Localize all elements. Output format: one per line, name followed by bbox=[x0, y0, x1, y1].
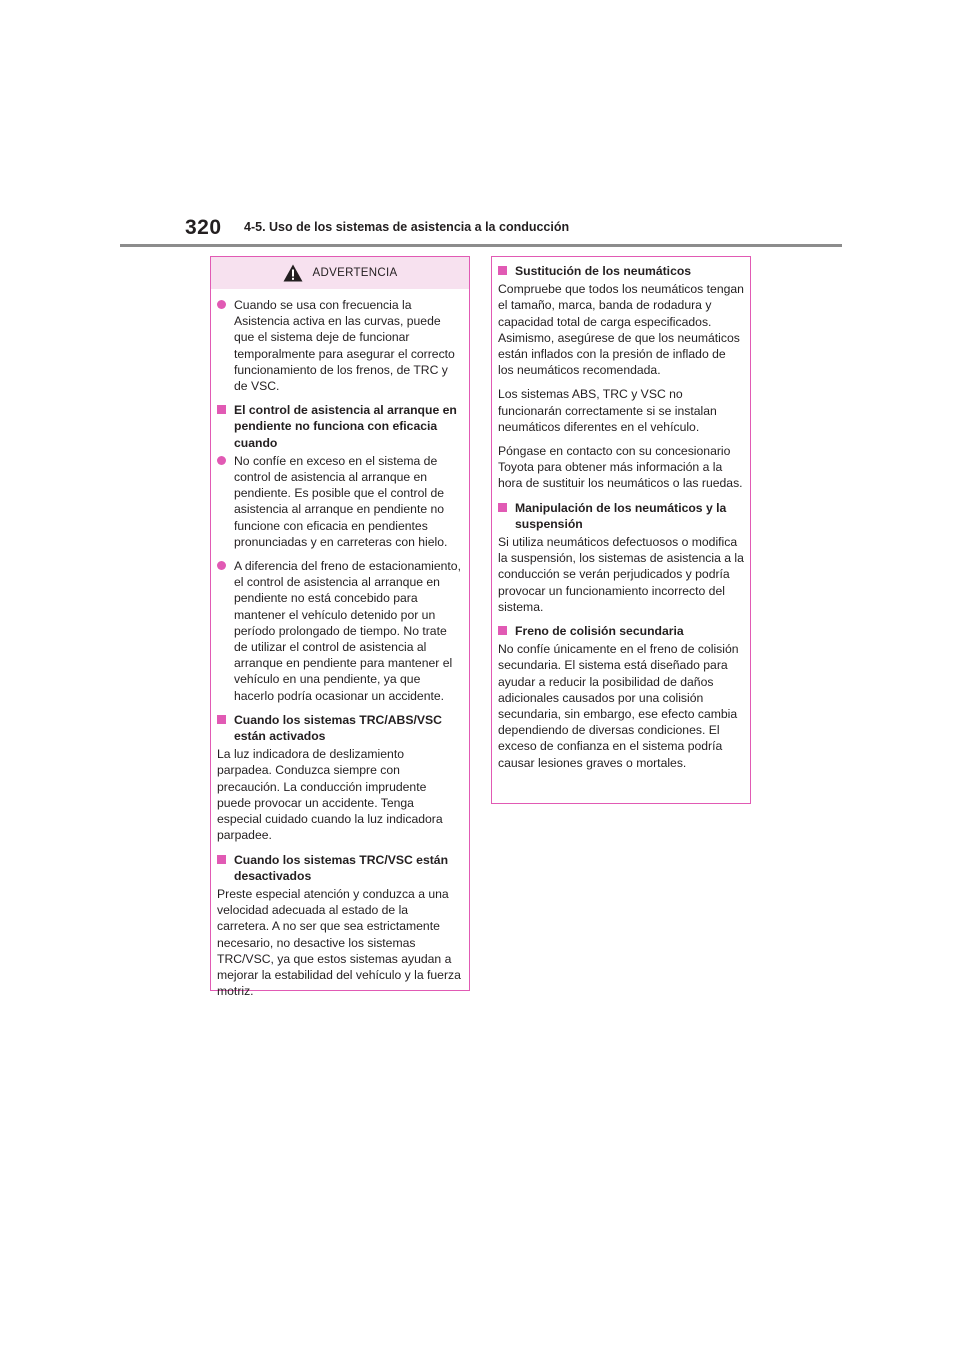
subheading bbox=[217, 712, 462, 744]
list-item bbox=[217, 558, 462, 704]
paragraph: Compruebe que todos los neumáticos tengan el tamaño, marca, banda de rodadura y capacidad total de carga especificados. Asimismo, asegúrese de que los neumáticos están inflados con la presión de inflado de los neumáticos recomendada. bbox=[498, 282, 744, 378]
paragraph: Póngase en contacto con su concesionario Toyota para obtener más información a la hora de sustituir los neumáticos o las ruedas. bbox=[498, 444, 743, 491]
square-bullet-icon bbox=[498, 263, 515, 279]
warning-title: ADVERTENCIA bbox=[312, 267, 398, 279]
paragraph: Si utiliza neumáticos defectuosos o modifica la suspensión, los sistemas de asistencia a la conducción se verán perjudicados y podría provocar un funcionamiento incorrecto del sistema. bbox=[498, 535, 744, 614]
square-bullet-icon bbox=[217, 712, 234, 744]
info-box bbox=[491, 256, 751, 804]
warning-box bbox=[210, 256, 470, 999]
bullet-text: A diferencia del freno de estacionamiento, el control de asistencia al arranque en pendiente no está concebido para mantener el vehículo detenido por un período prolongado de tiempo. No trate de utilizar el control de asistencia al arranque en pendiente para mantener el vehículo en una pendiente, ya que hacerlo podría ocasionar un accidente. bbox=[234, 559, 461, 703]
section-title: 4-5. Uso de los sistemas de asistencia a la conducción bbox=[244, 220, 570, 234]
subheading bbox=[217, 852, 462, 884]
square-bullet-icon bbox=[498, 500, 515, 532]
subheading bbox=[498, 500, 744, 532]
subheading-text: Cuando los sistemas TRC/ABS/VSC están activados bbox=[234, 712, 442, 744]
bullet-text: Cuando se usa con frecuencia la Asistencia activa en las curvas, puede que el sistema deje de funcionar temporalmente para asegurar el correcto funcionamiento de los frenos, de TRC y de VSC. bbox=[234, 298, 455, 394]
subheading-text: Manipulación de los neumáticos y la suspensión bbox=[515, 500, 727, 531]
warning-content bbox=[211, 289, 469, 999]
paragraph: Los sistemas ABS, TRC y VSC no funcionarán correctamente si se instalan neumáticos diferentes en el vehículo. bbox=[498, 387, 717, 434]
subheading bbox=[217, 402, 462, 451]
bullet-icon bbox=[217, 558, 234, 704]
subheading bbox=[498, 623, 744, 639]
paragraph: La luz indicadora de deslizamiento parpadea. Conduzca siempre con precaución. La conducción imprudente puede provocar un accidente. Tenga especial cuidado cuando la luz indicadora parpadee. bbox=[217, 747, 443, 843]
subheading-text: Cuando los sistemas TRC/VSC están desactivados bbox=[234, 852, 449, 883]
bullet-icon bbox=[217, 297, 234, 394]
square-bullet-icon bbox=[217, 852, 234, 884]
square-bullet-icon bbox=[217, 402, 234, 451]
paragraph: No confíe únicamente en el freno de colisión secundaria. El sistema está diseñado para ayudar a reducir la posibilidad de daños adicionales causados por una colisión secundaria, sin embargo, ese efecto cambia dependiendo de diversas condiciones. El exceso de confianza en el sistema podría causar lesiones graves o mortales. bbox=[498, 642, 739, 770]
list-item bbox=[217, 297, 462, 394]
paragraph: Preste especial atención y conduzca a una velocidad adecuada al estado de la carretera. A no ser que sea estrictamente necesario, no desactive los sistemas TRC/VSC, ya que estos sistemas ayudan a mejorar la estabilidad del vehículo y la fuerza motriz. bbox=[217, 886, 461, 999]
info-content bbox=[492, 257, 750, 771]
subheading bbox=[498, 263, 744, 279]
page-number: 320 bbox=[185, 216, 222, 239]
list-item bbox=[217, 453, 462, 550]
square-bullet-icon bbox=[498, 623, 515, 639]
bullet-text: No confíe en exceso en el sistema de control de asistencia al arranque en pendiente. Es posible que el control de asistencia al arranque en pendiente no funcione con eficacia en pendientes pronunciadas y en carreteras con hielo. bbox=[234, 453, 448, 549]
bullet-icon bbox=[217, 453, 234, 550]
warning-triangle-icon bbox=[283, 264, 303, 282]
subheading-text: Freno de colisión secundaria bbox=[515, 624, 684, 639]
header-divider bbox=[120, 244, 842, 247]
warning-header bbox=[211, 257, 469, 289]
subheading-text: Sustitución de los neumáticos bbox=[515, 264, 692, 278]
subheading-text: El control de asistencia al arranque en pendiente no funciona con eficacia cuando bbox=[234, 403, 457, 450]
